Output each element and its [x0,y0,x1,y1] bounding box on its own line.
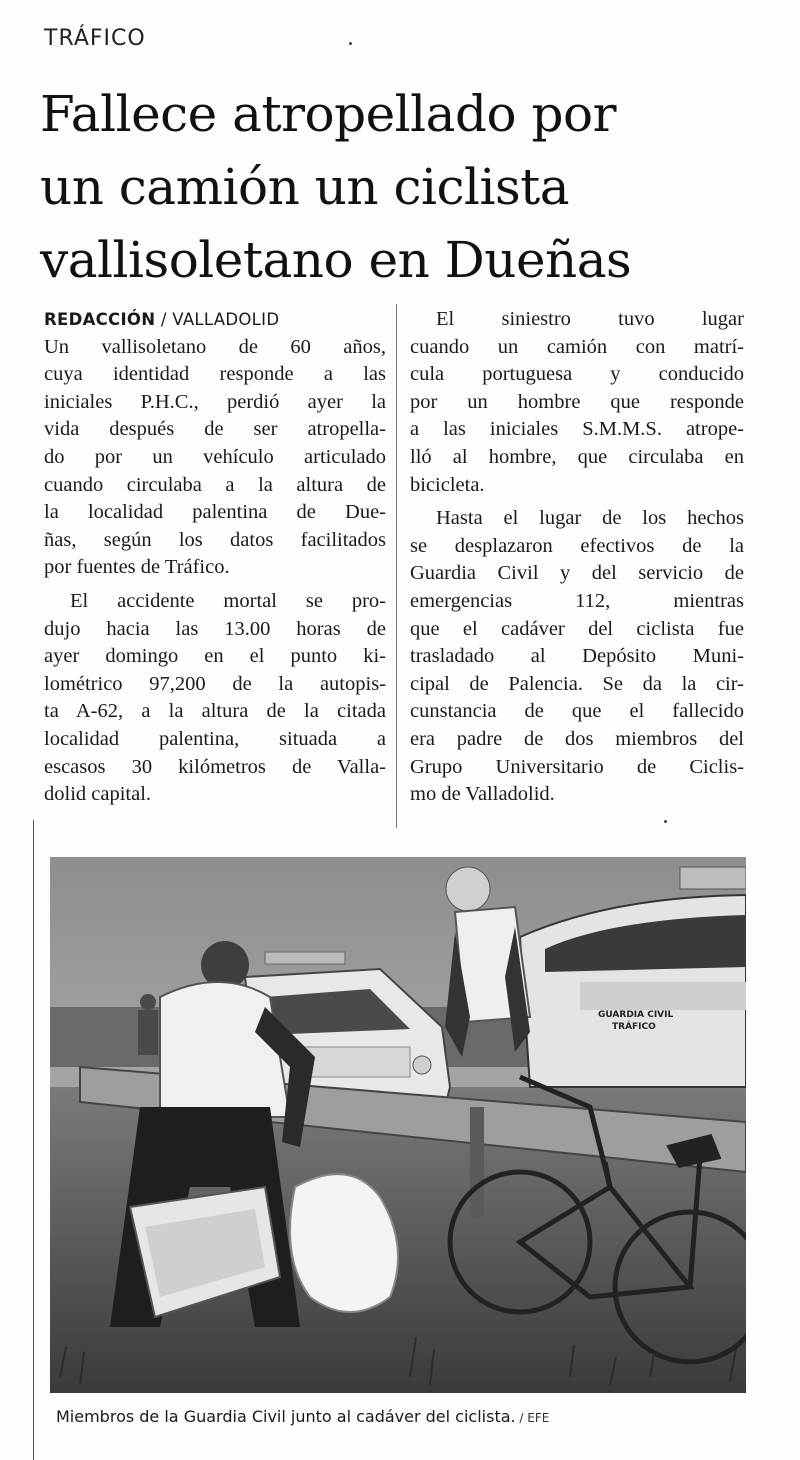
text-line: escasos 30 kilómetros de Valla- [44,755,386,778]
paragraph [44,588,386,809]
text-line: Guardia Civil y del servicio de [410,562,744,585]
headline [40,78,780,297]
page-margin-rule [33,820,34,1460]
text-line: emergencias 112, mientras [410,589,744,612]
photo-illustration [50,857,746,1393]
text-line: cuando circulaba a la altura de [44,473,386,496]
headline-line: un camión un ciclista [40,158,570,216]
caption-text: Miembros de la Guardia Civil junto al cadáver del ciclista. [56,1407,516,1426]
byline [44,306,386,334]
column-divider [396,304,397,828]
text-line: localidad palentina, situada a [44,727,386,750]
text-line: mo de Valladolid. [410,783,555,806]
car-text-line-1: GUARDIA CIVIL [598,1010,674,1020]
car-text-line-2: TRÁFICO [612,1022,656,1032]
paragraph [410,306,744,499]
text-line: a las iniciales S.M.M.S. atropе- [410,418,744,441]
text-line: El siniestro tuvo lugar [436,308,744,330]
text-line: por un hombre que responde [410,390,744,413]
text-line: cula portuguesa y conducido [410,363,744,386]
headline-line: vallisoletano en Dueñas [40,231,632,289]
text-line: El accidente mortal se pro- [70,589,386,612]
text-line: ta A-62, a la altura de la citada [44,700,386,723]
text-line: vida después de ser atropella- [44,418,386,441]
scan-speck [664,820,667,823]
text-line: cunstancia de que el fallecido [410,700,744,723]
photo-caption [56,1407,756,1426]
text-line: ñas, según los datos facilitados [44,528,386,551]
text-line: Hasta el lugar de los hechos [436,507,744,530]
caption-credit: EFE [527,1411,550,1425]
paragraph [410,505,744,809]
paragraph [44,334,386,582]
text-line: que el cadáver del ciclista fue [410,617,744,640]
text-line: Un vallisoletano de 60 años, [44,335,386,358]
article-column-left [44,306,386,809]
section-label: TRÁFICO [44,26,146,51]
text-line: se desplazaron efectivos de la [410,534,744,557]
byline-author: REDACCIÓN [44,310,156,329]
text-line: cuya identidad responde a las [44,363,386,386]
text-line: lló al hombre, que circulaba en [410,445,744,468]
text-line: lométrico 97,200 de la autopis- [44,672,386,695]
byline-location: VALLADOLID [172,310,280,329]
text-line: cipal de Palencia. Se da la cir- [410,672,744,695]
text-line: bicicleta. [410,473,485,496]
text-line: Grupo Universitario de Ciclis- [410,755,744,778]
text-line: por fuentes de Tráfico. [44,556,230,579]
headline-line: Fallece atropellado por [40,85,616,143]
text-line: dolid capital. [44,783,152,806]
text-line: do por un vehículo articulado [44,445,386,468]
news-photo [50,857,746,1393]
article-column-right [410,306,744,809]
scan-speck [349,42,352,45]
text-line: era padre de dos miembros del [410,727,744,750]
text-line: trasladado al Depósito Muni- [410,645,744,668]
text-line: dujo hacia las 13.00 horas de [44,617,386,640]
text-line: ayer domingo en el punto ki- [44,645,386,668]
text-line: iniciales P.H.C., perdió ayer la [44,390,386,413]
caption-credit-separator: / [515,1411,528,1425]
text-line: la localidad palentina de Due- [44,501,386,524]
byline-separator: / [155,310,173,329]
text-line: cuando un camión con matrí- [410,335,744,358]
